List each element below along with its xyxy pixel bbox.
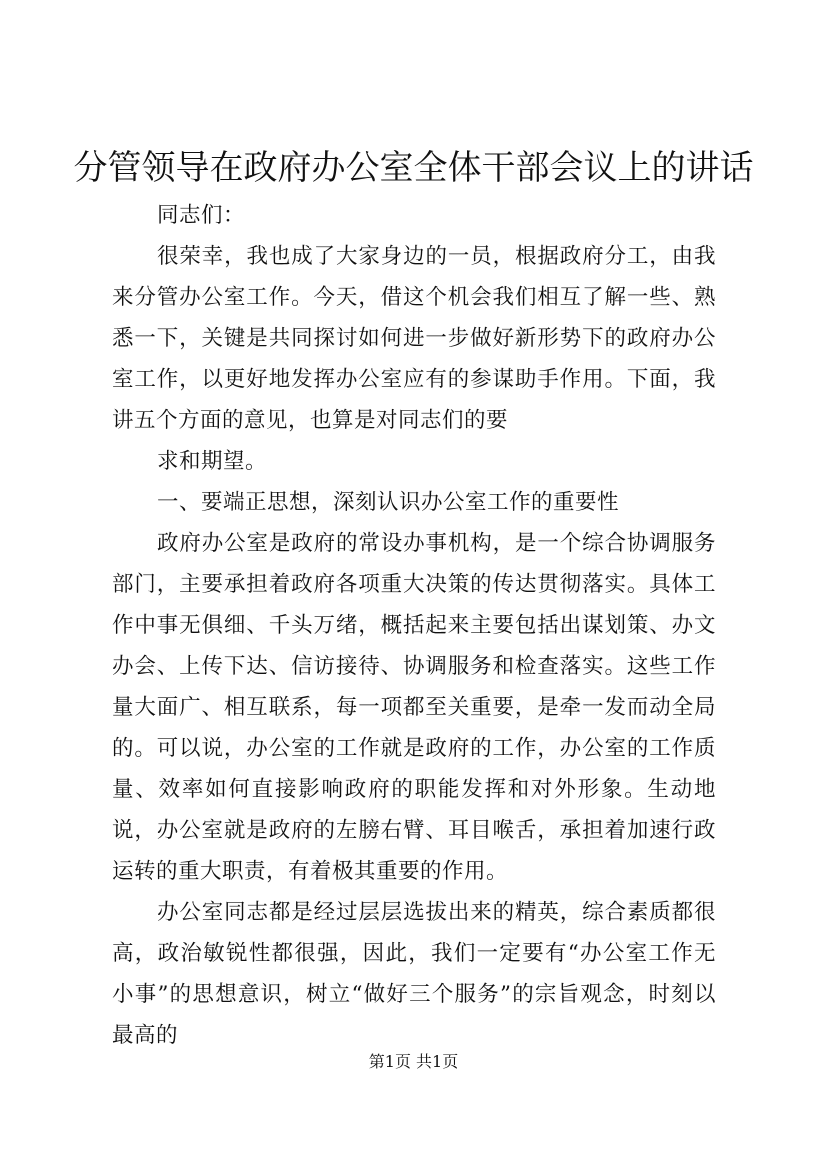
intro-paragraph: 很荣幸，我也成了大家身边的一员，根据政府分工，由我来分管办公室工作。今天，借这个机会我们相互了解一些、熟悉一下，关键是共同探讨如何进一步做好新形势下的政府办公室工作，以更好地发挥办公室应有的参谋助手作用。下面，我讲五个方面的意见，也算是对同志们的要 (112, 244, 716, 433)
intro-continuation-paragraph: 求和期望。 (157, 449, 268, 474)
document-title: 分管领导在政府办公室全体干部会议上的讲话 (73, 148, 754, 188)
section-one-heading: 一、要端正思想，深刻认识办公室工作的重要性 (157, 490, 620, 515)
salutation-paragraph: 同志们： (157, 203, 246, 228)
document-body (112, 195, 716, 1056)
section-one-followup-paragraph: 办公室同志都是经过层层选拔出来的精英，综合素质都很高，政治敏锐性都很强，因此，我们一定要有“办公室工作无小事”的思想意识，树立“做好三个服务”的宗旨观念，时刻以最高的 (112, 900, 716, 1048)
section-one-paragraph: 政府办公室是政府的常设办事机构，是一个综合协调服务部门，主要承担着政府各项重大决策的传达贯彻落实。具体工作中事无俱细、千头万绪，概括起来主要包括出谋划策、办文办会、上传下达、信访接待、协调服务和检查落实。这些工作量大面广、相互联系，每一项都至关重要，是牵一发而动全局的。可以说，办公室的工作就是政府的工作，办公室的工作质量、效率如何直接影响政府的职能发挥和对外形象。生动地说，办公室就是政府的左膀右臂、耳目喉舌，承担着加速行政运转的重大职责，有着极其重要的作用。 (112, 531, 716, 884)
page-number-footer: 第1页 共1页 (368, 1052, 459, 1071)
